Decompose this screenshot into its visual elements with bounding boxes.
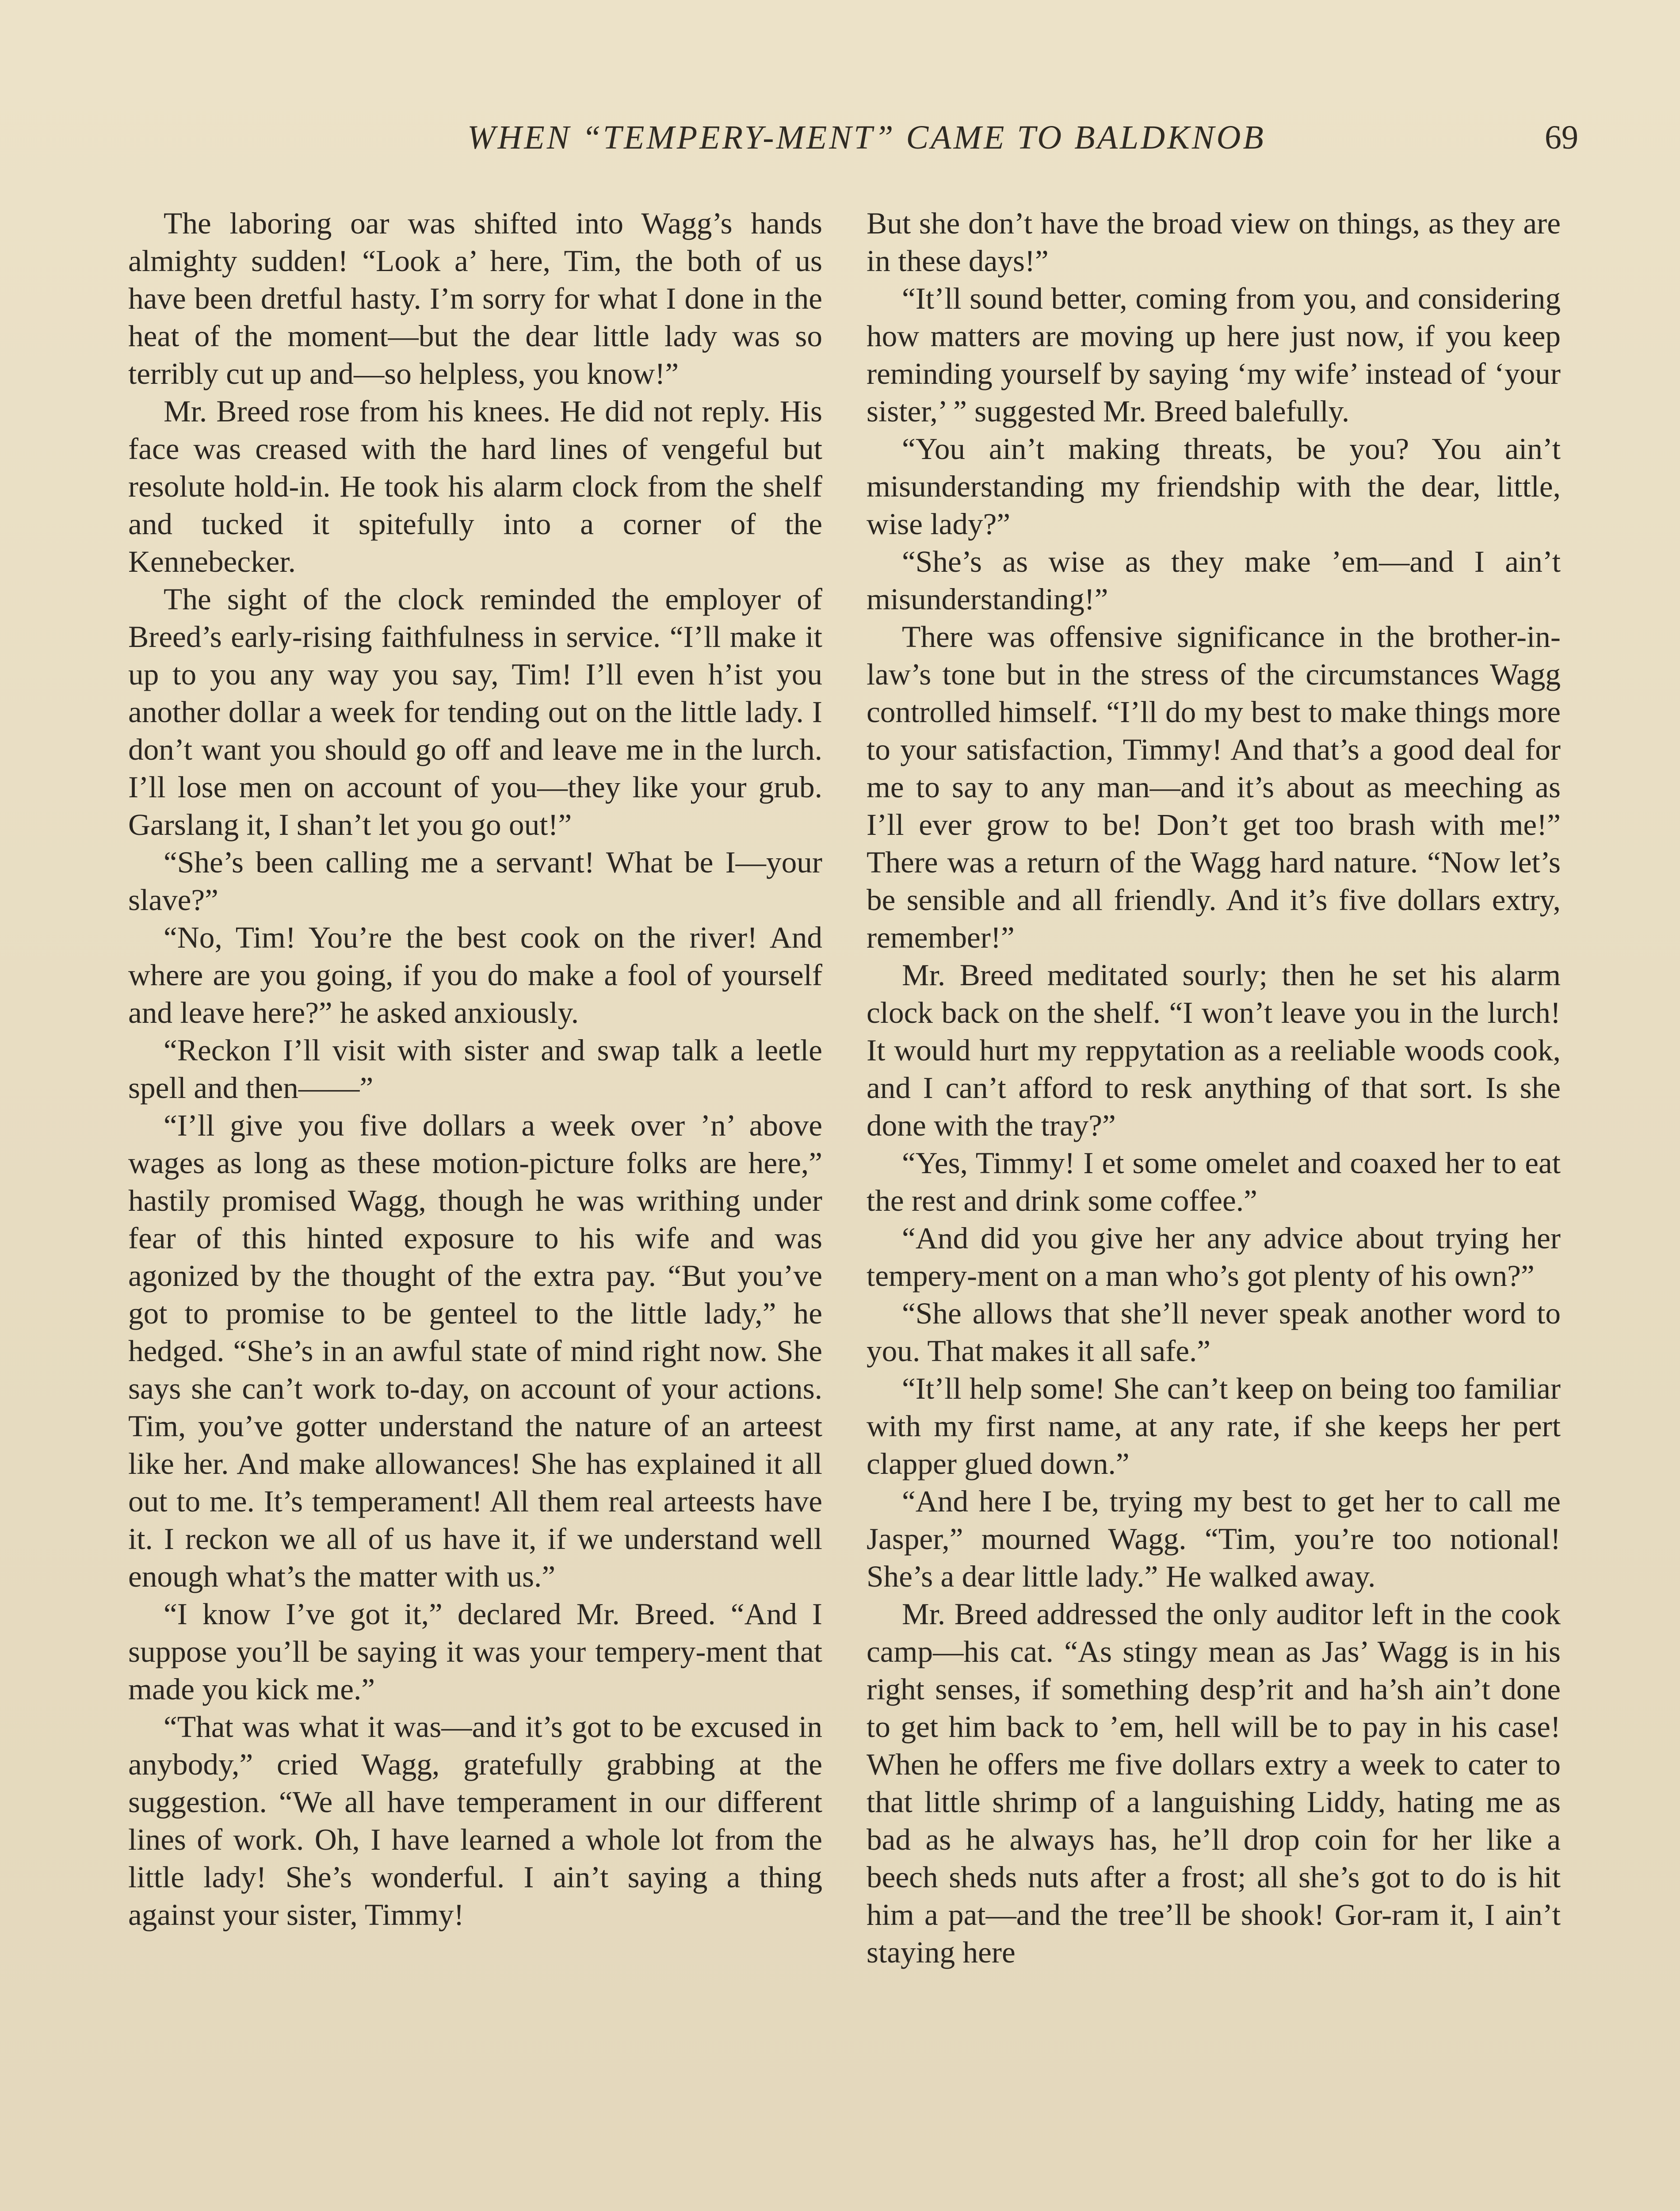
paragraph: “Yes, Timmy! I et some omelet and coaxed her to eat the rest and drink some coffee.” xyxy=(867,1146,1561,1217)
paragraph: There was offensive significance in the brother-in-law’s tone but in the stress of the circumstances Wagg controlled himself. “I’ll do my best to make things more to your satisfaction, Timmy! And that’s a good deal for me to say to any man—and it’s about as meeching as I’ll ever grow to be! Don’t get too brash with me!” There was a return of the Wagg hard nature. “Now let’s be sensible and all friendly. And it’s five dollars extry, remember!” xyxy=(867,620,1561,954)
paragraph: “She allows that she’ll never speak another word to you. That makes it all safe.” xyxy=(867,1296,1561,1368)
text-column-left xyxy=(128,204,822,1933)
running-head-title: WHEN “TEMPERY-MENT” CAME TO BALDKNOB xyxy=(467,119,1266,156)
paragraph: “Reckon I’ll visit with sister and swap talk a leetle spell and then——” xyxy=(128,1033,822,1105)
paragraph: “That was what it was—and it’s got to be excused in anybody,” cried Wagg, gratefully grabbing at the suggestion. “We all have temperament in our different lines of work. Oh, I have learned a whole lot from the little lady! She’s wonderful. I ain’t saying a thing against your sister, Timmy! xyxy=(128,1710,822,1932)
paragraph: “I know I’ve got it,” declared Mr. Breed. “And I suppose you’ll be saying it was your tempery-ment that made you kick me.” xyxy=(128,1597,822,1706)
paragraph: “It’ll sound better, coming from you, and considering how matters are moving up here just now, if you keep reminding yourself by saying ‘my wife’ instead of ‘your sister,’ ” suggested Mr. Breed balefully. xyxy=(867,281,1561,428)
paragraph: Mr. Breed rose from his knees. He did not reply. His face was creased with the hard lines of vengeful but resolute hold-in. He took his alarm clock from the shelf and tucked it spitefully into a corner of the Kennebecker. xyxy=(128,394,822,578)
paragraph: But she don’t have the broad view on things, as they are in these days!” xyxy=(867,206,1561,278)
paragraph: Mr. Breed addressed the only auditor left in the cook camp—his cat. “As stingy mean as Jas’ Wagg is in his right senses, if something desp’rit and ha’sh ain’t done to get him back to ’em, hell will be to pay in his case! When he offers me five dollars extry a week to cater to that little shrimp of a languishing Liddy, hating me as bad as he always has, he’ll drop coin for her like a beech sheds nuts after a frost; all she’s got to do is hit him a pat—and the tree’ll be shook! Gor-ram it, I ain’t staying here xyxy=(867,1597,1561,1969)
paragraph: The laboring oar was shifted into Wagg’s hands almighty sudden! “Look a’ here, Tim, the both of us have been dretful hasty. I’m sorry for what I done in the heat of the moment—but the dear little lady was so terribly cut up and—so helpless, you know!” xyxy=(128,206,822,390)
paragraph: “I’ll give you five dollars a week over ’n’ above wages as long as these motion-picture folks are here,” hastily promised Wagg, though he was writhing under fear of this hinted exposure to his wife and was agonized by the thought of the extra pay. “But you’ve got to promise to be genteel to the little lady,” he hedged. “She’s in an awful state of mind right now. She says she can’t work to-day, on account of your actions. Tim, you’ve gotter understand the nature of an arteest like her. And make allowances! She has explained it all out to me. It’s temperament! All them real arteests have it. I reckon we all of us have it, if we understand well enough what’s the matter with us.” xyxy=(128,1108,822,1593)
paragraph: Mr. Breed meditated sourly; then he set his alarm clock back on the shelf. “I won’t leave you in the lurch! It would hurt my reppytation as a reeliable woods cook, and I can’t afford to resk anything of that sort. Is she done with the tray?” xyxy=(867,958,1561,1142)
paragraph: “It’ll help some! She can’t keep on being too familiar with my first name, at any rate, if she keeps her pert clapper glued down.” xyxy=(867,1371,1561,1480)
text-column-right xyxy=(867,204,1561,1971)
paragraph: The sight of the clock reminded the employer of Breed’s early-rising faithfulness in service. “I’ll make it up to you any way you say, Tim! I’ll even h’ist you another dollar a week for tending out on the little lady. I don’t want you should go off and leave me in the lurch. I’ll lose men on account of you—they like your grub. Garslang it, I shan’t let you go out!” xyxy=(128,582,822,842)
paragraph: “And did you give her any advice about trying her tempery-ment on a man who’s got plenty of his own?” xyxy=(867,1221,1561,1293)
paragraph: “She’s as wise as they make ’em—and I ain’t misunderstanding!” xyxy=(867,544,1561,616)
paragraph: “No, Tim! You’re the best cook on the river! And where are you going, if you do make a fool of yourself and leave here?” he asked anxiously. xyxy=(128,920,822,1029)
paragraph: “And here I be, trying my best to get her to call me Jasper,” mourned Wagg. “Tim, you’re too notional! She’s a dear little lady.” He walked away. xyxy=(867,1484,1561,1593)
paragraph: “She’s been calling me a servant! What be I—your slave?” xyxy=(128,845,822,917)
paragraph: “You ain’t making threats, be you? You ain’t misunderstanding my friendship with the dear, little, wise lady?” xyxy=(867,432,1561,541)
page-number: 69 xyxy=(1545,119,1578,156)
